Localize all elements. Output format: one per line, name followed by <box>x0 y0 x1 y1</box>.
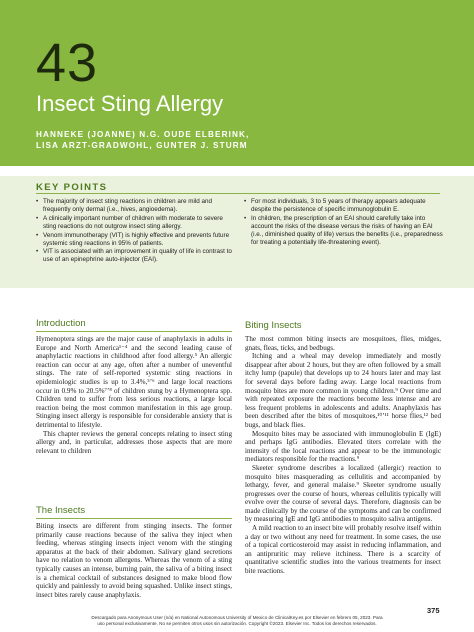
introduction-rule <box>36 331 232 332</box>
biting-insects-paragraph-4: Skeeter syndrome describes a localized (allergic) reaction to mosquito bites masquerading as cellulitis and accompanied by lethargy, fever, and general malaise.⁹ Skeeter syndrome usually progresses over the course of hours, whereas cellulitis typically will evolve over the course of several days. Therefore, diagnosis can be made clinically by the course of the symptoms and can be confirmed by measuring IgE and IgG antibodies to mosquito saliva antigens. <box>245 463 441 524</box>
the-insects-paragraph-1: Biting insects are different from stinging insects. The former primarily cause reactions because of the saliva they inject when feeding, whereas stinging insects inject venom with the stinging apparatus at the back of their abdomen. Salivary gland secretions have no relation to venom allergens. Whereas the venom of a sting typically causes an intense, burning pain, the saliva of a biting insect is a chemical cocktail of substances designed to make blood flow quickly and painlessly to avoid being squashed. Unlike insect stings, insect bites rarely cause anaphylaxis. <box>36 522 232 599</box>
biting-insects-paragraph-2: Itching and a wheal may develop immediately and mostly disappear after about 2 hours, but they are often followed by a small itchy lump (papule) that develops up to 24 hours later and may last for several days before fading away. Large local reactions from mosquito bites are more common in young children.⁹ Over time and with repeated exposure the reactions become less intense and are less frequent problems in adolescents and adults. Anaphylaxis has been described after the bites of mosquitoes,¹⁰ʼ¹¹ horse flies,¹² bed bugs, and black flies. <box>245 352 441 429</box>
the-insects-rule <box>36 518 232 519</box>
key-point-item: • Venom immunotherapy (VIT) is highly effective and prevents future systemic sting reactions in 95% of patients. <box>36 232 232 248</box>
authors-line-1: HANNEKE (JOANNE) N.G. OUDE ELBERINK, <box>36 130 250 139</box>
footer-line-1: Descargado para Anonymous User (n/a) en National Autonomous University of Mexico de ClinicalKey.es por Elsevier en febrero 05, 2023. Para <box>91 615 383 620</box>
key-point-item: • The majority of insect sting reactions in children are mild and frequently only dermal (i.e., hives, angioedema). <box>36 198 232 214</box>
authors-line-2: LISA ARZT-GRADWOHL, GUNTER J. STURM <box>36 141 248 150</box>
footer-line-2: uso personal exclusivamente. No se permiten otros usos sin autorización. Copyright ©2023. Elsevier Inc. Todos los derechos reservados. <box>97 620 377 626</box>
key-point-item: • In children, the prescription of an EAI should carefully take into account the risks of the disease versus the risks of having an EAI (i.e., diminished quality of life) versus the benefits (i.e., preparedness for treating a potentially life-threatening event). <box>244 215 444 247</box>
key-point-item: • VIT is associated with an improvement in quality of life in contrast to use of an epinephrine auto-injector (EAI). <box>36 248 232 264</box>
biting-insects-paragraph-3: Mosquito bites may be associated with immunoglobulin E (IgE) and perhaps IgG antibodies. Elevated titers correlate with the intensity of the local reactions and appear to be the immunologic mediators responsible for the reactions.⁹ <box>245 429 441 464</box>
chapter-authors <box>36 129 249 151</box>
key-points-left-list <box>36 198 232 265</box>
biting-insects-body <box>245 335 441 576</box>
chapter-title: Insect Sting Allergy <box>36 91 224 116</box>
key-points-title: KEY POINTS <box>36 182 108 193</box>
key-points-rule <box>36 193 440 194</box>
introduction-body <box>36 335 232 455</box>
introduction-paragraph-1: Hymenoptera stings are the major cause of anaphylaxis in adults in Europe and North America¹⁻⁴ and the second leading cause of anaphylactic reactions in childhood after food allergy.⁵ An allergic reaction can occur at any age, often after a number of uneventful stings. The rate of self-reported systemic sting reactions in epidemiologic studies is up to 3.4%,⁵ʼ⁶ and large local reactions occur in 0.9% to 20.5%⁷ʼ⁸ of children stung by a Hymenoptera spp. Children tend to suffer from less serious reactions, a large local reaction being the most common manifestation in this age group. Stinging insect allergy is responsible for considerable anxiety that is detrimental to lifestyle. <box>36 335 232 429</box>
the-insects-body <box>36 522 232 599</box>
page-number: 375 <box>427 606 440 615</box>
key-point-item: • For most individuals, 3 to 5 years of therapy appears adequate despite the persistence of specific immunoglobulin E. <box>244 198 444 214</box>
key-points-right-list <box>244 198 444 248</box>
download-footer <box>40 615 434 627</box>
introduction-paragraph-2: This chapter reviews the general concepts relating to insect sting allergy and, in particular, addresses those aspects that are more relevant to children <box>36 429 232 455</box>
chapter-number: 43 <box>36 33 99 93</box>
biting-insects-heading: Biting Insects <box>245 320 302 331</box>
the-insects-heading: The Insects <box>36 505 86 516</box>
introduction-heading: Introduction <box>36 318 86 329</box>
biting-insects-paragraph-1: The most common biting insects are mosquitoes, flies, midges, gnats, fleas, ticks, and bedbugs. <box>245 335 441 352</box>
biting-insects-paragraph-5: A mild reaction to an insect bite will probably resolve itself within a day or two without any need for treatment. In some cases, the use of a topical corticosteroid may assist in reducing inflammation, and an antipruritic may relieve itchiness. There is a scarcity of quantitative scientific studies into the various treatments for insect bite reactions. <box>245 524 441 576</box>
key-point-item: • A clinically important number of children with moderate to severe sting reactions do not outgrow insect sting allergy. <box>36 215 232 231</box>
